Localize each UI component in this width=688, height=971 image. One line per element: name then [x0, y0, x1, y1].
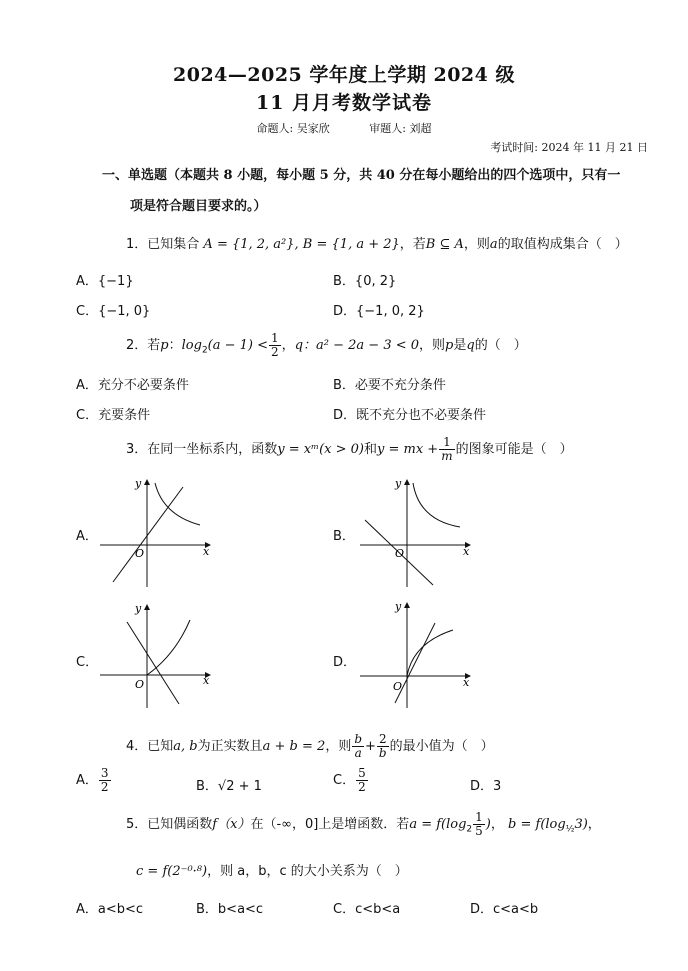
- q4-f1-den: a: [354, 746, 362, 760]
- question-1: [126, 233, 628, 252]
- q5-a-den: 5: [475, 824, 483, 838]
- q3-and: 和: [364, 442, 378, 457]
- q2-of: 的（ ）: [474, 338, 527, 353]
- q3-end: 的图象可能是（ ）: [455, 442, 573, 457]
- q4-then: ，则: [325, 739, 352, 754]
- q3-option-c[interactable]: C．: [76, 655, 99, 670]
- q5-option-a[interactable]: A．a<b<c: [76, 902, 144, 917]
- q4-cond: a + b = 2: [262, 739, 326, 754]
- q4-frac-1: [352, 733, 364, 760]
- power-curve: [407, 630, 453, 676]
- q5-mid: 在（-∞，0]上是增函数．若: [250, 817, 410, 832]
- origin-label: O: [393, 680, 403, 693]
- q1-option-a[interactable]: A．{−1}: [76, 274, 134, 289]
- q4-frac-2: [377, 733, 389, 760]
- q2-log-arg: (a − 1) <: [207, 338, 269, 353]
- q2-option-c[interactable]: C．充要条件: [76, 408, 151, 423]
- q5-b-base: ½: [565, 824, 575, 835]
- q3-graph-a: [95, 475, 220, 590]
- power-curve: [413, 483, 460, 527]
- author: 命题人: 吴家欣: [256, 122, 330, 135]
- q1-end: 的取值构成集合（ ）: [497, 237, 628, 252]
- origin-label: O: [135, 678, 145, 691]
- q4-opt-c-den: 2: [358, 780, 366, 794]
- line-curve: [113, 487, 183, 582]
- q4-option-d[interactable]: D．3: [470, 779, 502, 794]
- q4-opt-a-num: 3: [100, 766, 109, 780]
- q3-option-d[interactable]: D．: [333, 655, 357, 670]
- q5-end: ，则 a，b，c 的大小关系为（ ）: [207, 864, 408, 879]
- q5-option-c[interactable]: C．c<b<a: [333, 902, 401, 917]
- q2-option-a[interactable]: A．充分不必要条件: [76, 378, 189, 393]
- section-heading-line-2: 项是符合题目要求的。）: [130, 199, 267, 214]
- q4-end: 的最小值为（ ）: [389, 739, 494, 754]
- q2-half-den: 2: [271, 345, 279, 359]
- q4-opt-a-frac: [99, 767, 111, 794]
- q4-option-b[interactable]: B．√2 + 1: [196, 779, 262, 794]
- q3-frac-num: 1: [439, 436, 454, 450]
- question-5: [126, 811, 601, 838]
- power-curve: [147, 620, 190, 675]
- q2-option-b[interactable]: B．必要不充分条件: [333, 378, 446, 393]
- question-3: [126, 436, 573, 463]
- q3-graph-c: [95, 600, 220, 710]
- reviewer: 审题人: 刘超: [369, 122, 432, 135]
- line-curve: [127, 622, 179, 704]
- q1-label: 1．已知集合: [126, 237, 200, 252]
- q3-graph-d: [355, 598, 480, 710]
- q4-f1-num: b: [354, 732, 363, 746]
- q5-option-b[interactable]: B．b<a<c: [196, 902, 264, 917]
- q5-a-close: ): [485, 817, 491, 832]
- q4-label: 4．已知: [126, 739, 174, 754]
- q2-q-ref: q: [466, 338, 475, 353]
- q2-log-base: 2: [201, 345, 208, 356]
- q5-a-frac: [473, 811, 485, 838]
- q5-sep: ，: [490, 817, 504, 832]
- question-4: [126, 733, 494, 760]
- q1-option-d[interactable]: D．{−1, 0, 2}: [333, 304, 425, 319]
- q4-opt-c-num: 5: [358, 766, 366, 780]
- q4-f2-den: b: [378, 746, 387, 760]
- axis-x-label: x: [203, 674, 210, 687]
- q5-c-expr: c = f(2⁻⁰·⁸): [136, 864, 208, 879]
- axis-y-label: y: [395, 600, 402, 613]
- q4-opt-c-label: C．: [333, 773, 356, 788]
- q5-b-expr: b = f(log: [508, 817, 566, 832]
- q2-half-num: 1: [271, 331, 279, 345]
- axis-x-label: x: [463, 676, 470, 689]
- q3-option-b[interactable]: B．: [333, 529, 355, 544]
- q3-option-a[interactable]: A．: [76, 529, 98, 544]
- q2-then: ，则: [419, 338, 446, 353]
- q2-p-ref: p: [445, 338, 454, 353]
- q4-f2-num: 2: [377, 733, 389, 747]
- q4-opt-a-den: 2: [100, 780, 109, 794]
- q5-a-num: 1: [475, 810, 483, 824]
- q2-q: q: [294, 338, 304, 353]
- origin-label: O: [135, 547, 145, 560]
- q1-option-b[interactable]: B．{0, 2}: [333, 274, 397, 289]
- question-5-line-2: [136, 860, 408, 879]
- q1-mid: ，若: [399, 237, 426, 252]
- q5-option-d[interactable]: D．c<a<b: [470, 902, 539, 917]
- origin-label: O: [395, 547, 405, 560]
- q5-b-close: 3): [574, 817, 588, 832]
- q3-frac-den: m: [441, 449, 453, 463]
- q1-var: a: [489, 237, 498, 252]
- q4-option-c[interactable]: [333, 767, 369, 794]
- q2-q-expr: ：a² − 2a − 3 < 0: [303, 338, 420, 353]
- q2-is: 是: [453, 338, 467, 353]
- axis-x-label: x: [463, 545, 470, 558]
- q2-p: p: [160, 338, 169, 353]
- q4-opt-a-label: A．: [76, 773, 98, 788]
- axis-y-label: y: [395, 477, 402, 490]
- q2-label: 2．若: [126, 338, 161, 353]
- q4-mid: 为正实数且: [197, 739, 263, 754]
- q4-plus: +: [365, 739, 376, 754]
- q5-a-expr: a = f(log: [409, 817, 467, 832]
- q2-colon: ：: [168, 338, 182, 353]
- q3-f2: y = mx +: [377, 442, 439, 457]
- power-curve: [155, 483, 200, 525]
- q1-tail: ，则: [463, 237, 490, 252]
- q2-option-d[interactable]: D．既不充分也不必要条件: [333, 408, 487, 423]
- q4-vars: a, b: [173, 739, 198, 754]
- q5-comma: ，: [587, 817, 601, 832]
- q2-log: log: [181, 338, 202, 353]
- q3-label: 3．在同一坐标系内，函数: [126, 442, 278, 457]
- title-line-2: 11 月月考数学试卷: [255, 92, 433, 114]
- q3-frac: [439, 436, 454, 463]
- exam-time: 考试时间: 2024 年 11 月 21 日: [490, 141, 648, 154]
- q5-label: 5．已知偶函数: [126, 817, 213, 832]
- q1-option-c[interactable]: C．{−1, 0}: [76, 304, 151, 319]
- q1-set-b: , B = {1, a + 2}: [294, 237, 400, 252]
- axis-x-label: x: [203, 545, 210, 558]
- axis-y-label: y: [135, 602, 142, 615]
- axis-y-label: y: [135, 477, 142, 490]
- section-heading-line-1: 一、单选题（本题共 8 小题，每小题 5 分，共 40 分在每小题给出的四个选项中，只有一: [102, 168, 621, 183]
- q5-a-base: 2: [466, 824, 473, 835]
- title-line-1: 2024—2025 学年度上学期 2024 级: [173, 64, 515, 86]
- q2-sep: ，: [281, 338, 295, 353]
- q1-cond: B ⊆ A: [425, 237, 464, 252]
- q1-set-a: A = {1, 2, a²}: [203, 237, 295, 252]
- authors-line: [0, 120, 688, 136]
- q3-graph-b: [355, 475, 480, 590]
- q4-option-a[interactable]: [76, 767, 112, 794]
- question-2: [126, 332, 527, 359]
- q2-half: [269, 332, 281, 359]
- q5-fx: f（x）: [212, 817, 251, 832]
- q3-f1: y = xᵐ(x > 0): [277, 442, 364, 457]
- q4-opt-c-frac: [356, 767, 368, 794]
